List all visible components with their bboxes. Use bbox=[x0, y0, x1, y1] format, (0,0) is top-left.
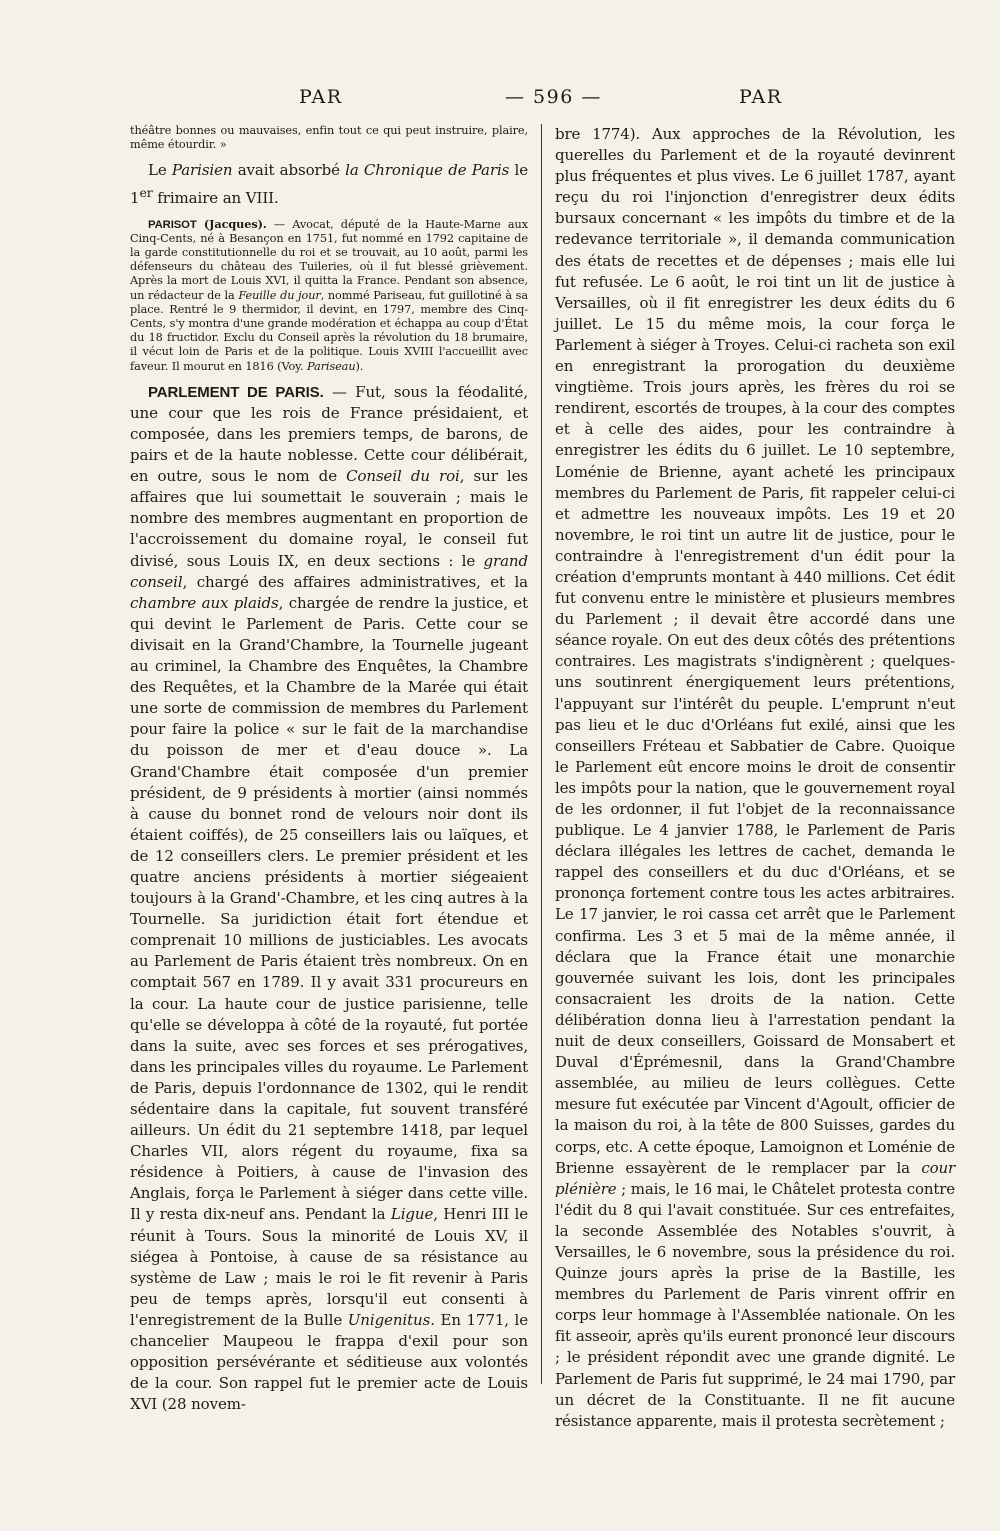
running-head-right: PAR bbox=[739, 86, 783, 108]
entry-heading-parisot: PARISOT bbox=[148, 218, 197, 231]
page-number: — 596 — bbox=[505, 86, 602, 108]
left-column bbox=[130, 124, 528, 1415]
right-column bbox=[555, 124, 955, 1432]
title-parisien: Parisien bbox=[171, 161, 233, 180]
running-head-left: PAR bbox=[299, 86, 343, 108]
entry-parlement: PARLEMENT DE PARIS. — Fut, sous la féodalité, une cour que les rois de France présidaient, et composée, dans les premiers temps, de barons, de pairs et de la haute noblesse. Cette cour délibérait, en outre, sous le nom de Conseil du roi, sur les affaires que lui soumettait le souverain ; mais le nombre des membres augmentant en proportion de l'accroissement du domaine royal, le conseil fut divisé, sous Louis IX, en deux sections : le grand conseil, chargé des affaires administratives, et la chambre aux plaids, chargée de rendre la justice, et qui devint le Parlement de Paris. Cette cour se divisait en la Grand'Chambre, la Tournelle jugeant au criminel, la Chambre des Enquêtes, la Chambre des Requêtes, et la Chambre de la Marée qui était une sorte de commission de membres du Parlement pour faire la police « sur le fait de la marchandise du poisson de mer et d'eau douce ». La Grand'Chambre était composée d'un premier président, de 9 présidents à mortier (ainsi nommés à cause du bonnet rond de velours noir dont ils étaient coiffés), de 25 conseillers lais ou laïques, et de 12 conseillers clers. Le premier président et les quatre anciens présidents à mortier siégeaient toujours à la Grand'-Chambre, et les cinq autres à la Tournelle. Sa juridiction était fort étendue et comprenait 10 millions de justiciables. Les avocats au Parlement de Paris étaient très nombreux. On en comptait 567 en 1789. Il y avait 331 procureurs en la cour. La haute cour de justice parisienne, telle qu'elle se développa à côté de la royauté, fut portée dans la suite, avec ses forces et ses prérogatives, dans les principales villes du royaume. Le Parlement de Paris, depuis l'ordonnance de 1302, qui le rendit sédentaire dans la capitale, fut souvent transféré ailleurs. Un édit du 21 septembre 1418, par lequel Charles VII, alors régent du royaume, fixa sa résidence à Poitiers, à cause de l'invasion des Anglais, força le Parlement à siéger dans cette ville. Il y resta dix-neuf ans. Pendant la Ligue, Henri III le réunit à Tours. Sous la minorité de Louis XV, il siégea à Pontoise, à cause de sa résistance au système de Law ; mais le roi le fit revenir à Paris peu de temps après, lorsqu'il eut consenti à l'enregistrement de la Bulle Unigenitus. En 1771, le chancelier Maupeou le frappa d'exil pour son opposition persévérante et séditieuse aux volontés de la cour. Son rappel fut le premier acte de Louis XVI (28 novem- bbox=[130, 382, 529, 1414]
carryover-paragraph: théâtre bonnes ou mauvaises, enfin tout ce qui peut instruire, plaire, même étourdir. » bbox=[130, 124, 528, 152]
entry-parlement-continued: bre 1774). Aux approches de la Révolution, les querelles du Parlement et de la royauté devinrent plus fréquentes et plus vives. Le 6 juillet 1787, ayant reçu du roi l'injonction d'enregistrer deux édits bursaux concernant « les impôts du timbre et de la redevance territoriale », il demanda communication des états de recettes et de dépenses ; mais elle lui fut refusée. Le 6 août, le roi tint un lit de justice à Versailles, où il fit enregistrer les deux édits du 6 juillet. Le 15 du même mois, la cour força le Parlement à siéger à Troyes. Celui-ci racheta son exil en enregistrant la prorogation du deuxième vingtième. Trois jours après, les frères du roi se rendirent, escortés de troupes, à la cour des comptes et à celle des aides, pour les contraindre à enregistrer les édits du 6 juillet. Le 10 septembre, Loménie de Brienne, ayant acheté les principaux membres du Parlement de Paris, fit rappeler celui-ci et admettre les nouveaux impôts. Les 19 et 20 novembre, le roi tint un autre lit de justice, pour le contraindre à l'enregistrement d'un édit pour la création d'emprunts montant à 440 millions. Cet édit fut convenu entre le ministère et plusieurs membres du Parlement ; il devait être accordé dans une séance royale. On eut des deux côtés des prétentions contraires. Les magistrats s'indignèrent ; quelques-uns soutinrent énergiquement leurs prétentions, l'appuyant sur l'intérêt du peuple. L'emprunt n'eut pas lieu et le duc d'Orléans fut exilé, ainsi que les conseillers Fréteau et Sabbatier de Cabre. Quoique le Parlement eût encore moins le droit de consentir les impôts pour la nation, que le gouvernement royal de les ordonner, il fut l'objet de la reconnaissance publique. Le 4 janvier 1788, le Parlement de Paris déclara illégales les lettres de cachet, demanda le rappel des conseillers et du duc d'Orléans, et se prononça fortement contre tous les actes arbitraires. Le 17 janvier, le roi cassa cet arrêt que le Parlement confirma. Les 3 et 5 mai de la même année, il déclara que la France était une monarchie gouvernée suivant les lois, dont les principales consacraient les droits de la nation. Cette délibération donna lieu à l'arrestation pendant la nuit de deux conseillers, Goissard de Monsabert et Duval d'Éprémesnil, dans la Grand'Chambre assemblée, au milieu de leurs collègues. Cette mesure fut exécutée par Vincent d'Agoult, officier de la maison du roi, à la tête de 800 Suisses, gardes du corps, etc. A cette époque, Lamoignon et Loménie de Brienne essayèrent de le remplacer par la cour plénière ; mais, le 16 mai, le Châtelet protesta contre l'édit du 8 qui l'avait constituée. Sur ces entrefaites, la seconde Assemblée des Notables s'ouvrit, à Versailles, le 6 novembre, sous la présidence du roi. Quinze jours après la prise de la Bastille, les membres du Parlement de Paris vinrent offrir en corps leur hommage à l'Assemblée nationale. On les fit asseoir, après qu'ils eurent prononcé leur discours ; le président répondit avec une grande dignité. Le Parlement de Paris fut supprimé, le 24 mai 1790, par un décret de la Constituante. Il ne fit aucune résistance apparente, mais il protesta secrètement ; bbox=[555, 125, 955, 1430]
column-divider bbox=[541, 124, 542, 1384]
entry-parisien: Le Parisien avait absorbé la Chronique de Paris le 1er frimaire an VIII. bbox=[130, 161, 528, 207]
entry-heading-parlement: PARLEMENT DE PARIS. bbox=[148, 383, 324, 401]
title-chronique: la Chronique de Paris bbox=[345, 161, 510, 180]
entry-parisot: PARISOT (Jacques). — Avocat, député de la Haute-Marne aux Cinq-Cents, né à Besançon en 1751, fut nommé en 1792 capitaine de la garde constitutionnelle du roi et se trouvait, au 10 août, parmi les défenseurs du château des Tuileries, où il fut blessé grièvement. Après la mort de Louis XVI, il quitta la France. Pendant son absence, un rédacteur de la Feuille du jour, nommé Pariseau, fut guillotiné à sa place. Rentré le 9 thermidor, il devint, en 1797, membre des Cinq-Cents, s'y montra d'une grande modération et échappa au coup d'État du 18 fructidor. Exclu du Conseil après la révolution du 18 brumaire, il vécut loin de Paris et de la politique. Louis XVIII l'accueillit avec faveur. Il mourut en 1816 (Voy. Pariseau). bbox=[130, 216, 528, 373]
